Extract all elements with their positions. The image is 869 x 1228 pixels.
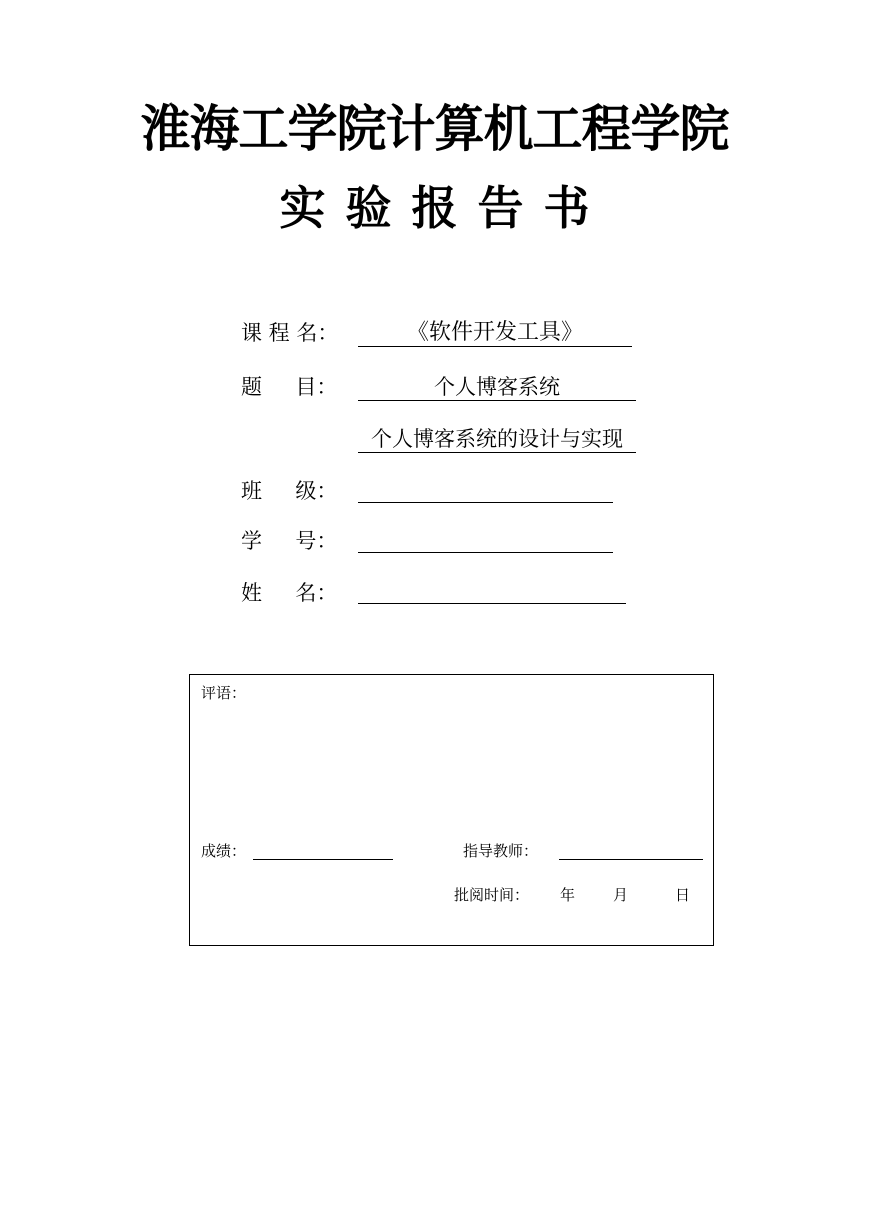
- topic-value-line-1: 个人博客系统: [358, 374, 636, 401]
- class-field[interactable]: [358, 476, 613, 503]
- name-label: 姓 名：: [241, 581, 338, 605]
- review-time-label: 批阅时间：: [454, 886, 530, 904]
- year-label: 年: [560, 886, 576, 904]
- advisor-label: 指导教师：: [463, 842, 539, 860]
- class-label: 班 级：: [241, 479, 338, 503]
- comment-label: 评语：: [201, 684, 247, 702]
- course-value: 《软件开发工具》: [358, 320, 632, 347]
- review-box: [189, 674, 714, 946]
- advisor-field[interactable]: [559, 859, 703, 860]
- institution-title: 淮海工学院计算机工程学院: [140, 100, 729, 158]
- month-label: 月: [613, 886, 629, 904]
- grade-field[interactable]: [253, 859, 393, 860]
- topic-label: 题 目：: [241, 375, 338, 399]
- student-id-label: 学 号：: [241, 529, 338, 553]
- day-label: 日: [675, 886, 691, 904]
- name-field[interactable]: [358, 577, 626, 604]
- grade-label: 成绩：: [201, 842, 247, 860]
- topic-value-line-2: 个人博客系统的设计与实现: [358, 426, 636, 453]
- report-title: 实验报告书: [279, 181, 610, 235]
- student-id-field[interactable]: [358, 526, 613, 553]
- course-label: 课 程 名：: [241, 321, 339, 345]
